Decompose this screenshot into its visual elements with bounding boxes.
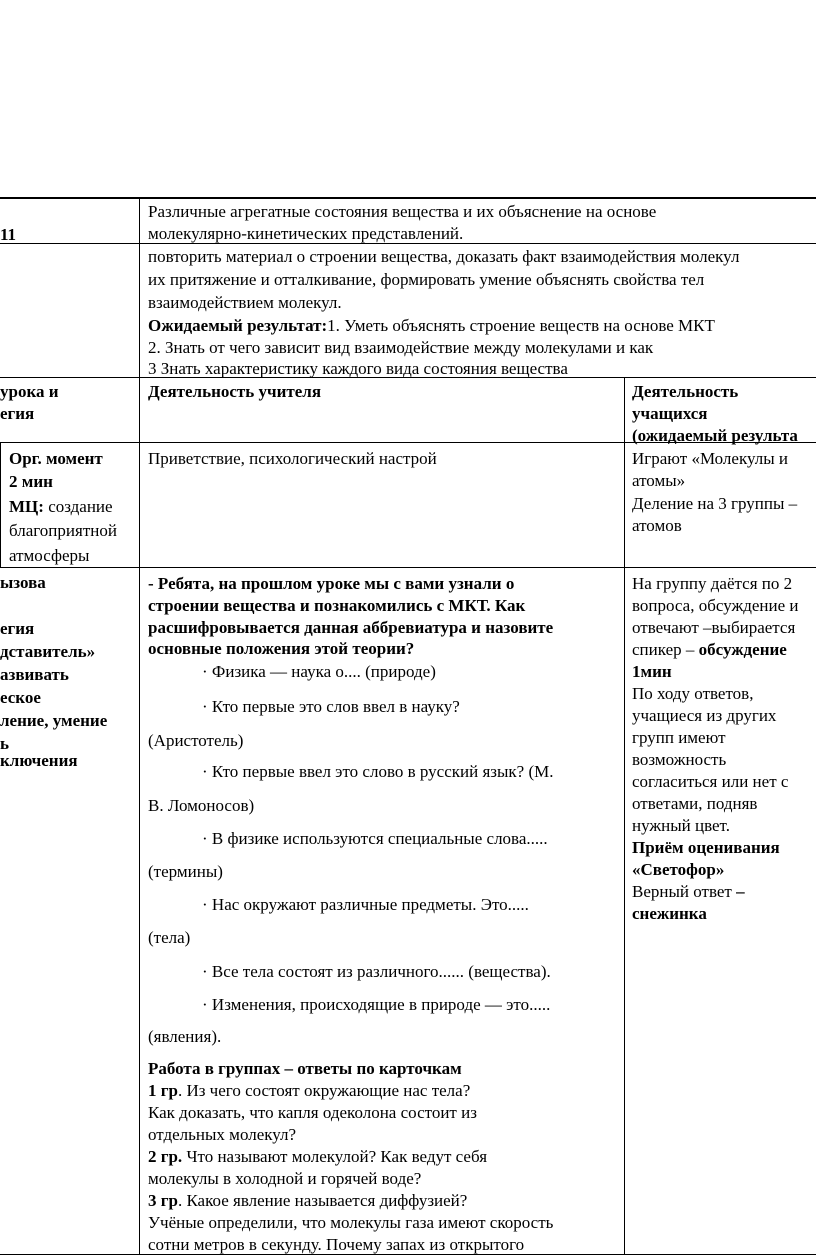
students-line-14: «Светофор» <box>632 860 725 879</box>
result-1: 1. Уметь объяснять строение веществ на основе МКТ <box>327 316 715 335</box>
students-line-10: согласиться или нет с <box>632 772 789 791</box>
result-2: 2. Знать от чего зависит вид взаимодействие между молекулами и как <box>148 338 654 357</box>
call-stage-line-8: ь <box>0 734 9 753</box>
answer-2: (Аристотель) <box>148 731 244 750</box>
org-mc-label: МЦ: <box>9 497 44 516</box>
org-line-4: благоприятной <box>9 521 117 540</box>
org-teacher: Приветствие, психологический настрой <box>148 449 437 468</box>
header-students-line-1: Деятельность <box>632 382 739 401</box>
students-line-3: отвечают –выбирается <box>632 618 796 637</box>
answer-3: В. Ломоносов) <box>148 796 255 815</box>
students-line-8: групп имеют <box>632 728 726 747</box>
expected-result <box>148 315 715 337</box>
org-time: 2 мин <box>9 472 53 491</box>
grid-line <box>624 377 625 1255</box>
students-line-6: По ходу ответов, <box>632 684 754 703</box>
org-students-line-2: атомы» <box>632 471 686 490</box>
students-line-12: нужный цвет. <box>632 816 730 835</box>
result-3: 3 Знать характеристику каждого вида состояния вещества <box>148 359 568 378</box>
call-stage-line-6: еское <box>0 688 41 707</box>
question-5: · Нас окружают различные предметы. Это..... <box>202 895 529 914</box>
group-3-line-3: сотни метров в секунду. Почему запах из открытого <box>148 1235 525 1254</box>
expected-result-label: Ожидаемый результат: <box>148 316 328 335</box>
group-work-title: Работа в группах – ответы по карточкам <box>148 1059 462 1078</box>
goal-line-3: взаимодействием молекул. <box>148 293 342 312</box>
org-title: Орг. момент <box>9 449 103 468</box>
question-2: · Кто первые это слов ввел в науку? <box>202 697 460 716</box>
answer-5: (тела) <box>148 928 191 947</box>
students-line-5: 1мин <box>632 662 672 681</box>
header-teacher: Деятельность учителя <box>148 382 322 401</box>
group-3-line-2: Учёные определили, что молекулы газа имеют скорость <box>148 1213 554 1232</box>
header-students-line-3: (ожидаемый результа <box>632 426 798 445</box>
group-3-text: . Какое явление называется диффузией? <box>177 1191 468 1210</box>
call-stage-line-3: егия <box>0 619 35 638</box>
lesson-number: 11 <box>0 225 17 244</box>
group-2-line-2: молекулы в холодной и горячей воде? <box>148 1169 422 1188</box>
call-stage-line-1: ызова <box>0 573 46 592</box>
org-line-5: атмосферы <box>9 546 90 565</box>
question-6: · Все тела состоят из различного...... (вещества). <box>202 962 551 981</box>
students-line-16: снежинка <box>632 904 707 923</box>
group-3-question <box>148 1190 467 1212</box>
call-stage-line-5: азвивать <box>0 665 69 684</box>
group-1-line-2: Как доказать, что капля одеколона состоит из <box>148 1103 477 1122</box>
answer-7: (явления). <box>148 1027 222 1046</box>
call-stage-line-7: ление, умение <box>0 711 108 730</box>
call-intro-line-4: основные положения этой теории? <box>148 639 415 658</box>
call-intro-line-3: расшифровывается данная аббревиатура и назовите <box>148 618 554 637</box>
org-students-line-1: Играют «Молекулы и <box>632 449 788 468</box>
students-line-4 <box>632 639 787 661</box>
group-1-line-3: отдельных молекул? <box>148 1125 297 1144</box>
topic-line-2: молекулярно-кинетических представлений. <box>148 224 464 243</box>
students-line-1: На группу даётся по 2 <box>632 574 793 593</box>
grid-line <box>0 442 1 568</box>
students-line-7: учащиеся из других <box>632 706 777 725</box>
students-line-15b: – <box>736 882 745 901</box>
org-students-line-4: атомов <box>632 516 682 535</box>
question-1: · Физика — наука о.... (природе) <box>202 662 436 681</box>
students-line-15a: Верный ответ <box>632 882 737 901</box>
call-intro-line-1: - Ребята, на прошлом уроке мы с вами узнали о <box>148 574 515 593</box>
org-mc-text: создание <box>43 497 113 516</box>
group-1-text: . Из чего состоят окружающие нас тела? <box>177 1081 471 1100</box>
header-students-line-2: учащихся <box>632 404 708 423</box>
grid-line <box>0 567 816 568</box>
org-students-line-3: Деление на 3 группы – <box>632 494 798 513</box>
group-1-question <box>148 1080 470 1102</box>
topic-line-1: Различные агрегатные состояния вещества и их объяснение на основе <box>148 202 657 221</box>
goal-line-2: их притяжение и отталкивание, формировать умение объяснять свойства тел <box>148 270 705 289</box>
students-line-15 <box>632 881 745 903</box>
grid-line <box>0 197 816 199</box>
org-mc <box>9 496 113 518</box>
students-line-2: вопроса, обсуждение и <box>632 596 799 615</box>
group-2-label: 2 гр. <box>148 1147 183 1166</box>
students-line-11: ответами, подняв <box>632 794 758 813</box>
students-line-13: Приём оценивания <box>632 838 780 857</box>
call-stage-line-4: дставитель» <box>0 642 96 661</box>
header-stage-line-2: егия <box>0 404 35 423</box>
goal-line-1: повторить материал о строении вещества, доказать факт взаимодействия молекул <box>148 247 740 266</box>
question-4: · В физике используются специальные слова..... <box>202 829 548 848</box>
question-7: · Изменения, происходящие в природе — это..... <box>202 995 551 1014</box>
students-line-4a: спикер – <box>632 640 699 659</box>
group-2-question <box>148 1146 487 1168</box>
group-2-text: Что называют молекулой? Как ведут себя <box>182 1147 488 1166</box>
call-intro-line-2: строении вещества и познакомились с МКТ. Как <box>148 596 526 615</box>
grid-line <box>139 197 140 1255</box>
students-line-4b: обсуждение <box>698 640 787 659</box>
header-stage-line-1: урока и <box>0 382 59 401</box>
students-line-9: возможность <box>632 750 727 769</box>
question-3: · Кто первые ввел это слово в русский язык? (М. <box>202 762 554 781</box>
group-3-label: 3 гр <box>148 1191 178 1210</box>
group-1-label: 1 гр <box>148 1081 178 1100</box>
call-stage-line-9: ключения <box>0 751 78 770</box>
answer-4: (термины) <box>148 862 223 881</box>
